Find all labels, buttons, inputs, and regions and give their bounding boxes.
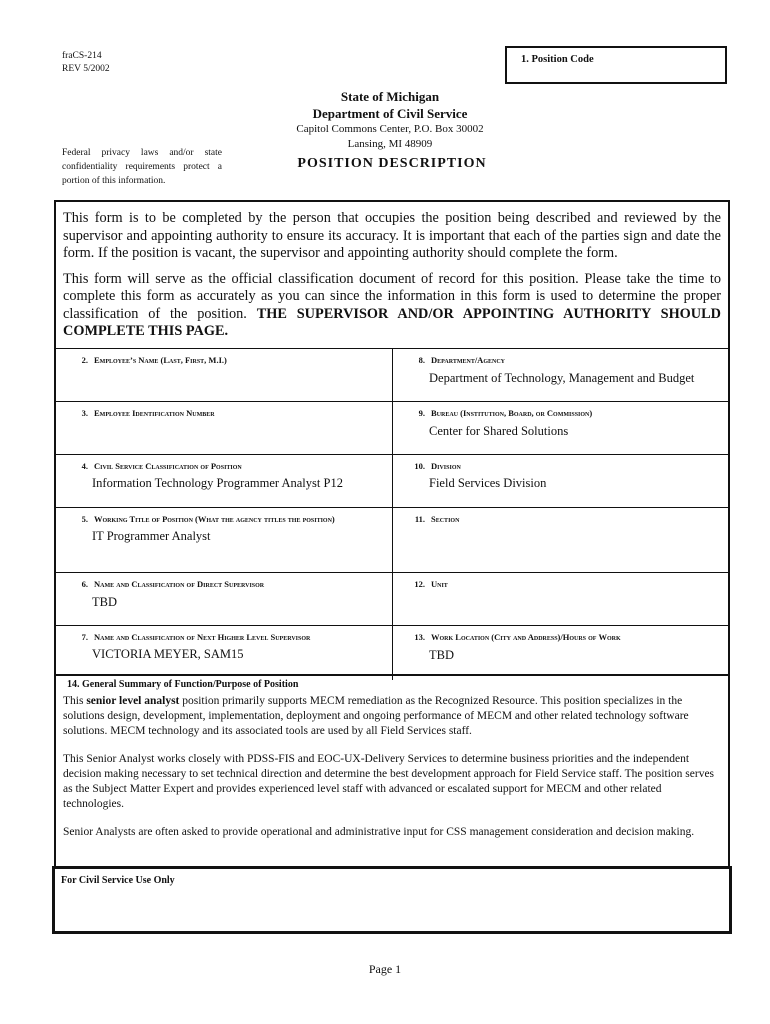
address-line-2: Lansing, MI 48909 bbox=[347, 138, 433, 150]
field-value: Information Technology Programmer Analyst P12 bbox=[92, 476, 343, 490]
state-name: State of Michigan bbox=[340, 89, 440, 104]
field-number: 10. bbox=[414, 461, 425, 471]
summary-paragraph-1 bbox=[63, 694, 720, 739]
department-agency-field[interactable] bbox=[393, 349, 728, 401]
field-label: Work Location (City and Address)/Hours of Work bbox=[431, 632, 621, 642]
summary-paragraph-2: This Senior Analyst works closely with PDSS-FIS and EOC-UX-Delivery Services to determine business priorities and the independent decision making necessary to set technical direction and determine the best development approach for Field Service staff. The position serves as the Subject Matter Expert and provides experienced level staff with advanced or escalated support for MECM and other related technologies. bbox=[63, 753, 715, 810]
field-label: Working Title of Position (What the agency titles the position) bbox=[94, 514, 335, 524]
field-value: VICTORIA MEYER, SAM15 bbox=[92, 647, 244, 661]
instructions-box bbox=[54, 200, 730, 351]
civil-service-use-label: For Civil Service Use Only bbox=[61, 875, 175, 886]
field-value: Center for Shared Solutions bbox=[429, 424, 569, 438]
field-label: Name and Classification of Direct Supervisor bbox=[94, 579, 265, 589]
general-summary-section[interactable] bbox=[54, 674, 730, 869]
instructions-paragraph-1: This form is to be completed by the person that occupies the position being described and reviewed by the supervisor and appointing authority to ensure its accuracy. It is important that each of the parties sign and date the form. If the position is vacant, the supervisor and appointing authority should complete the form. bbox=[63, 210, 721, 261]
form-code bbox=[62, 50, 110, 76]
section-field[interactable] bbox=[393, 508, 728, 572]
field-value: Field Services Division bbox=[429, 476, 547, 490]
instructions-paragraph-2 bbox=[63, 271, 721, 341]
instructions-paragraph-2-text: This form will serve as the official classification document of record for this position. Please take the time to complete this form as accurately as you can since the information in this form is used to determine the proper classification of the position. bbox=[63, 270, 721, 322]
working-title-field[interactable] bbox=[56, 508, 393, 572]
field-row bbox=[56, 625, 728, 680]
fields-grid bbox=[54, 348, 730, 680]
unit-field[interactable] bbox=[393, 573, 728, 625]
form-number: fraCS-214 bbox=[62, 51, 102, 61]
work-location-field[interactable] bbox=[393, 626, 728, 680]
field-label: Department/Agency bbox=[431, 355, 505, 365]
field-number: 12. bbox=[414, 579, 425, 589]
bureau-field[interactable] bbox=[393, 402, 728, 454]
division-field[interactable] bbox=[393, 455, 728, 507]
agency-block bbox=[250, 88, 530, 152]
summary-p1-rest: position primarily supports MECM remediation as the Recognized Resource. This position specializes in the solutions design, development, implementation, deployment and ongoing performance of MECM and other related technology software solutions. MECM technology and its associated tools are used by all Field Services staff. bbox=[63, 695, 689, 737]
direct-supervisor-field[interactable] bbox=[56, 573, 393, 625]
field-label: Employee’s Name (Last, First, M.I.) bbox=[94, 355, 227, 365]
civil-service-use-box[interactable] bbox=[52, 866, 732, 934]
address-line-1: Capitol Commons Center, P.O. Box 30002 bbox=[296, 123, 484, 135]
instructions-emphasis: THE SUPERVISOR AND/OR APPOINTING AUTHORITY SHOULD COMPLETE THIS PAGE. bbox=[63, 305, 721, 339]
field-label: Employee Identification Number bbox=[94, 408, 215, 418]
field-label: Section bbox=[431, 514, 460, 524]
field-number: 4. bbox=[81, 461, 88, 471]
next-supervisor-field[interactable] bbox=[56, 626, 393, 680]
summary-p1-prefix: This bbox=[63, 695, 87, 707]
page-number: Page 1 bbox=[368, 962, 402, 976]
employee-id-field[interactable] bbox=[56, 402, 393, 454]
field-number: 8. bbox=[418, 355, 425, 365]
field-label: Name and Classification of Next Higher Level Supervisor bbox=[94, 632, 311, 642]
document-title: POSITION DESCRIPTION bbox=[297, 156, 487, 171]
field-value: TBD bbox=[429, 648, 454, 662]
position-code-box[interactable] bbox=[505, 46, 727, 84]
field-value: IT Programmer Analyst bbox=[92, 529, 211, 543]
field-number: 13. bbox=[414, 632, 425, 642]
summary-paragraph-3: Senior Analysts are often asked to provide operational and administrative input for CSS management consideration and decision making. bbox=[63, 826, 695, 838]
field-label: Civil Service Classification of Position bbox=[94, 461, 242, 471]
position-code-label: 1. Position Code bbox=[521, 54, 594, 65]
summary-p1-bold: senior level analyst bbox=[86, 695, 180, 707]
field-row bbox=[56, 348, 728, 401]
field-number: 7. bbox=[81, 632, 88, 642]
classification-field[interactable] bbox=[56, 455, 393, 507]
field-number: 3. bbox=[81, 408, 88, 418]
field-label: Division bbox=[431, 461, 461, 471]
field-value: Department of Technology, Management and Budget bbox=[429, 371, 695, 385]
field-row bbox=[56, 507, 728, 572]
employee-name-field[interactable] bbox=[56, 349, 393, 401]
field-row bbox=[56, 572, 728, 625]
field-row bbox=[56, 454, 728, 507]
field-label: Bureau (Institution, Board, or Commission) bbox=[431, 408, 593, 418]
privacy-notice: Federal privacy laws and/or state confidentiality requirements protect a portion of this information. bbox=[62, 148, 222, 186]
field-label: Unit bbox=[431, 579, 448, 589]
field-value: TBD bbox=[92, 595, 117, 609]
form-revision: REV 5/2002 bbox=[62, 64, 110, 74]
field-number: 11. bbox=[414, 514, 425, 524]
field-row bbox=[56, 401, 728, 454]
department-name: Department of Civil Service bbox=[312, 106, 468, 121]
summary-label: 14. General Summary of Function/Purpose of Position bbox=[67, 679, 299, 690]
field-number: 6. bbox=[81, 579, 88, 589]
field-number: 2. bbox=[81, 355, 88, 365]
field-number: 9. bbox=[418, 408, 425, 418]
field-number: 5. bbox=[81, 514, 88, 524]
